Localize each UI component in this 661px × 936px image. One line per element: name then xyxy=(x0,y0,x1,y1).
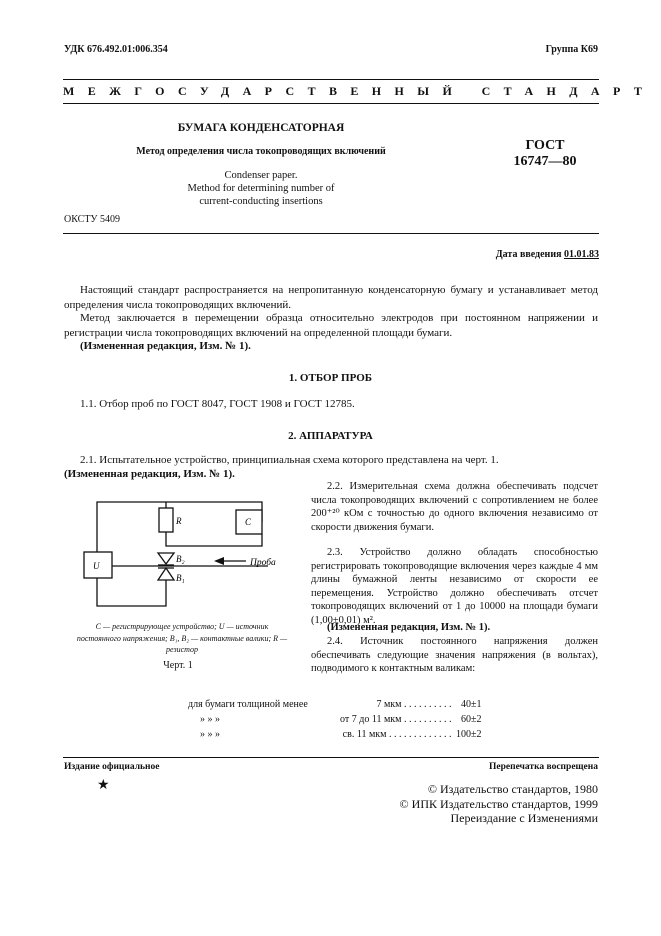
title-block-rule xyxy=(63,233,599,234)
paragraph-scope: Настоящий стандарт распространяется на непропитанную конденсаторную бумагу и устанавливает метод определения числа токопроводящих включений. xyxy=(64,284,598,311)
table-cell: 100±2 xyxy=(455,729,482,740)
reprint-notice: Перепечатка воспрещена xyxy=(488,762,598,772)
copyright-line: © ИПК Издательство стандартов, 1999 xyxy=(399,796,598,811)
label-c: C xyxy=(245,517,252,527)
intro-date xyxy=(496,249,599,260)
english-title-line: current-conducting insertions xyxy=(199,196,323,207)
table-row xyxy=(188,697,481,712)
table-cell: 60±2 xyxy=(460,714,482,725)
paragraph-method: Метод заключается в перемещении образца относительно электродов при постоянном напряжении и регистрации числа токопроводящих включений на определенной площади бумаги. xyxy=(64,312,598,339)
gost-number xyxy=(500,138,590,170)
clause-2-2: 2.2. Измерительная схема должна обеспечивать подсчет числа токопроводящих включений с сопротивлением не более 200⁺²⁰ кОм с точностью до одного включения независимо от скорости движения бумаги. xyxy=(311,481,598,533)
table-cell: » » » xyxy=(200,714,220,725)
gost-code: 16747—80 xyxy=(513,154,577,169)
doc-subtitle: Метод определения числа токопроводящих включений xyxy=(136,146,386,157)
sample-arrow-head xyxy=(214,557,224,565)
banner-bottom-rule xyxy=(63,103,599,104)
section-heading-2: 2. АППАРАТУРА xyxy=(288,430,373,442)
english-title-line: Condenser paper. xyxy=(224,170,298,181)
clause-2-3: 2.3. Устройство должно обладать способностью регистрировать токопроводящие включения через каждые 4 мм длины бумажной ленты независимо от скорости ее перемещения. Устройство должно обеспечивать отсчет токопроводящих включений от 1 до 10000 на площади бумаги (1,00±0,01) м². xyxy=(311,547,598,626)
clause-1-1: 1.1. Отбор проб по ГОСТ 8047, ГОСТ 1908 и ГОСТ 12785. xyxy=(80,398,355,410)
roller-b2-symbol xyxy=(158,553,174,564)
figure-number: Черт. 1 xyxy=(163,660,193,671)
table-row xyxy=(188,712,481,727)
table-cell: для бумаги толщиной менее xyxy=(188,699,308,710)
section-heading-1: 1. ОТБОР ПРОБ xyxy=(288,372,373,384)
copyright-block xyxy=(400,782,598,826)
copyright-line: © Издательство стандартов, 1980 xyxy=(427,782,598,796)
group-code: Группа К69 xyxy=(545,44,598,55)
table-cell: 40±1 xyxy=(460,699,482,710)
resistor-symbol xyxy=(159,508,173,532)
udk-code: УДК 676.492.01:006.354 xyxy=(64,44,168,55)
official-edition: Издание официальное xyxy=(64,762,160,772)
label-b2: B₂ xyxy=(176,554,185,564)
banner-top-rule xyxy=(63,79,599,80)
table-cell: св. 11 мкм . . . . . . . . . . . . . xyxy=(342,729,452,740)
intro-date-value: 01.01.83 xyxy=(564,249,599,260)
oksty-code: ОКСТУ 5409 xyxy=(64,214,121,225)
english-title-line: Method for determining number of xyxy=(187,183,335,194)
footer-rule xyxy=(63,757,599,758)
intro-date-label: Дата введения xyxy=(495,249,562,260)
amendment-note: (Измененная редакция, Изм. № 1). xyxy=(64,468,235,480)
table-cell: от 7 до 11 мкм . . . . . . . . . . xyxy=(340,714,452,725)
clause-2-4: 2.4. Источник постоянного напряжения должен обеспечивать следующие значения напряжения (в вольтах), подводимого к контактным валикам: xyxy=(311,636,598,674)
label-proba: Проба xyxy=(250,558,276,568)
voltage-table xyxy=(188,697,481,742)
amendment-note: (Измененная редакция, Изм. № 1). xyxy=(327,622,491,633)
table-cell: » » » xyxy=(200,729,220,740)
roller-b1-symbol xyxy=(158,568,174,580)
table-cell: 7 мкм . . . . . . . . . . xyxy=(376,699,452,710)
gost-label: ГОСТ xyxy=(525,138,565,153)
star-icon: ★ xyxy=(97,778,110,793)
wire xyxy=(97,578,166,606)
label-b1: B₁ xyxy=(176,573,185,583)
circuit-diagram xyxy=(78,494,298,619)
label-r: R xyxy=(176,516,182,526)
label-u: U xyxy=(93,561,100,571)
table-row xyxy=(188,727,481,742)
reissue-line: Переиздание с Изменениями xyxy=(450,811,598,825)
clause-2-1: 2.1. Испытательное устройство, принципиальная схема которого представлена на черт. 1. xyxy=(80,454,499,466)
figure-caption: C — регистрирующее устройство; U — источник постоянного напряжения; B₁, B₂ — контактные валики; R — резистор xyxy=(76,622,288,654)
english-title xyxy=(130,169,392,208)
doc-title: БУМАГА КОНДЕНСАТОРНАЯ xyxy=(177,122,345,134)
banner-title: МЕЖГОСУДАРСТВЕННЫЙ СТАНДАРТ xyxy=(63,84,656,98)
amendment-note: (Измененная редакция, Изм. № 1). xyxy=(80,340,251,352)
